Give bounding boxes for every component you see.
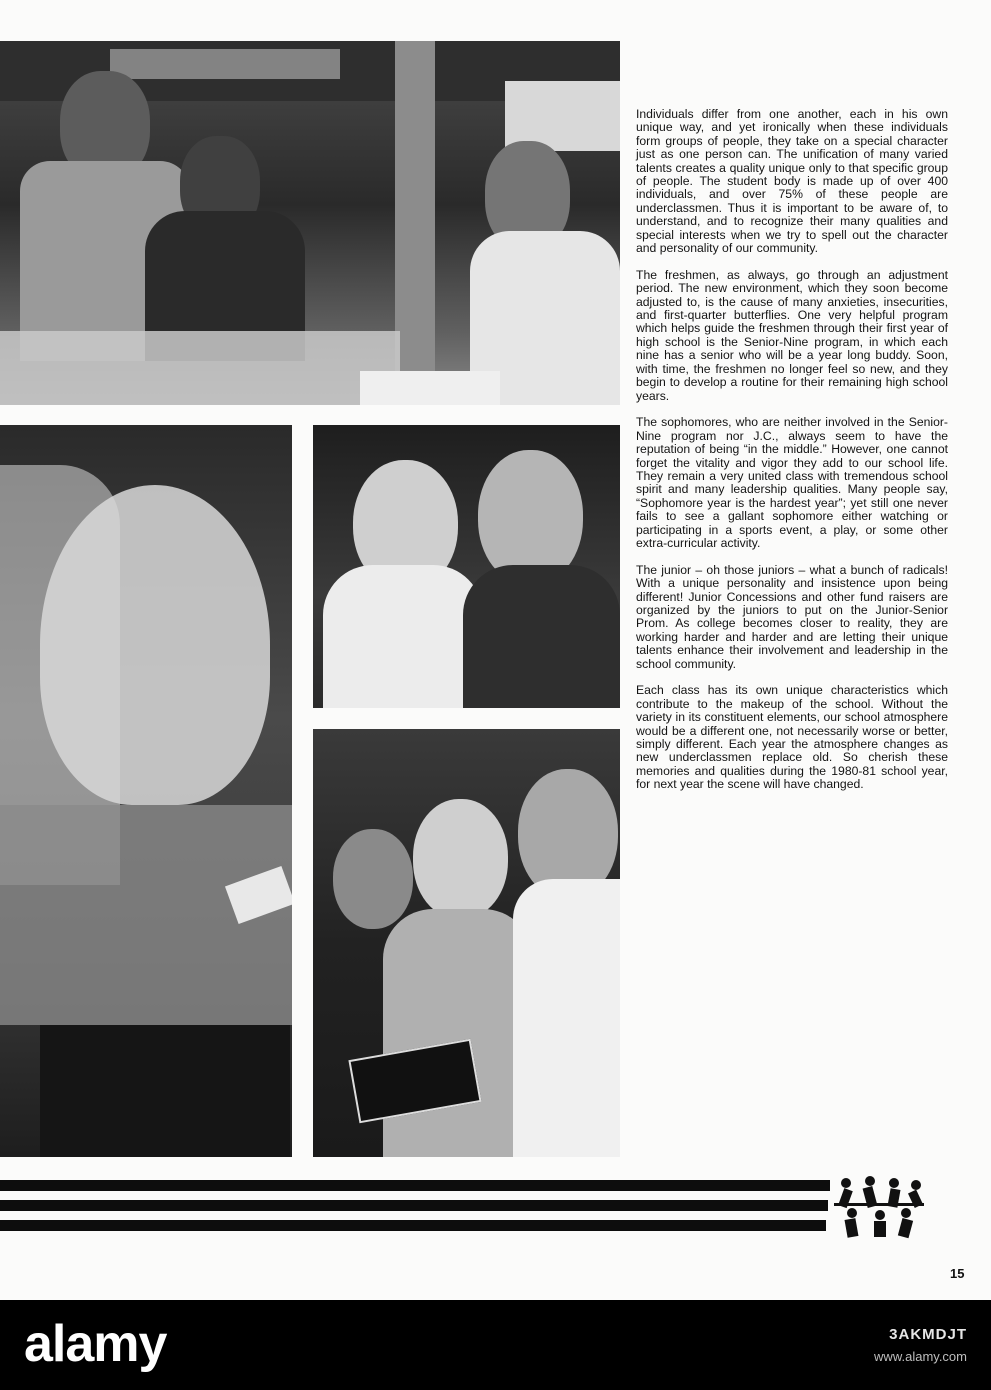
page-number: 15 — [950, 1266, 965, 1281]
image-id: 3AKMDJT — [889, 1326, 967, 1343]
stock-footer-bar — [0, 1300, 991, 1390]
decorative-stripe-1 — [0, 1180, 830, 1191]
footer-info — [874, 1326, 967, 1364]
paragraph-individuals: Individuals differ from one another, each in his own unique way, and yet ironically when these individuals form groups of people, they take on a special character just as one person can. The unification of many varied talents creates a quality unique only to that specific group of people. The student body is made up of over 400 individuals, and over 75% of these people are underclassmen. Thus it is important to be aware of, to understand, and to recognize their many qualities and special interests when we try to spell out the character and personality of our community. — [636, 107, 948, 256]
decorative-stripe-3 — [0, 1220, 826, 1231]
paragraph-freshmen: The freshmen, as always, go through an adjustment period. The new environment, which they soon become adjusted to, is the cause of many anxieties, insecurities, and first-quarter butterflies. One very helpful program which helps guide the freshmen through their first year of high school is the Senior-Nine program, in which each nine has a senior who will be a year long buddy. Soon, with time, the freshmen no longer feel so new, and they begin to develop a routine for their remaining high school years. — [636, 267, 948, 403]
paragraph-sophomores: The sophomores, who are neither involved in the Senior-Nine program nor J.C., always seem to have the reputation of being “in the middle.” However, one cannot forget the vitality and vigor they add to our school life. They remain a very united class with tremendous school spirit and many leadership qualities. Many people say, “Sophomore year is the hardest year”; yet still one never fails to see a gallant sophomore either watching or participating in a sports event, a play, or some other extra-curricular activity. — [636, 415, 948, 550]
photo-girls-reading — [313, 729, 620, 1157]
photo-library-students — [0, 41, 620, 405]
decorative-stripe-2 — [0, 1200, 828, 1211]
photo-girl-with-money — [0, 425, 292, 1157]
photo-two-girls — [313, 425, 620, 708]
paragraph-conclusion: Each class has its own unique characteristics which contribute to the makeup of the school. Without the variety in its constituent elements, our school atmosphere would be a different one, not necessarily worse or better, simply different. Each year the atmosphere changes as new underclassmen replace old. So cherish these memories and qualities during the 1980-81 school year, for next year the scene will have changed. — [636, 683, 948, 792]
paragraph-juniors: The junior – oh those juniors – what a bunch of radicals! With a unique personality and insistence upon being different! Junior Concessions and other fund raisers are organized by the juniors to put on the Junior-Senior Prom. As college becomes closer to reality, they are working harder and harder and are letting their unique talents enhance their involvement and leadership in the school community. — [636, 562, 948, 671]
alamy-logo: alamy — [24, 1315, 167, 1373]
figures-logo-icon — [832, 1175, 926, 1239]
footer-url[interactable]: www.alamy.com — [874, 1349, 967, 1364]
article-text — [636, 108, 948, 805]
